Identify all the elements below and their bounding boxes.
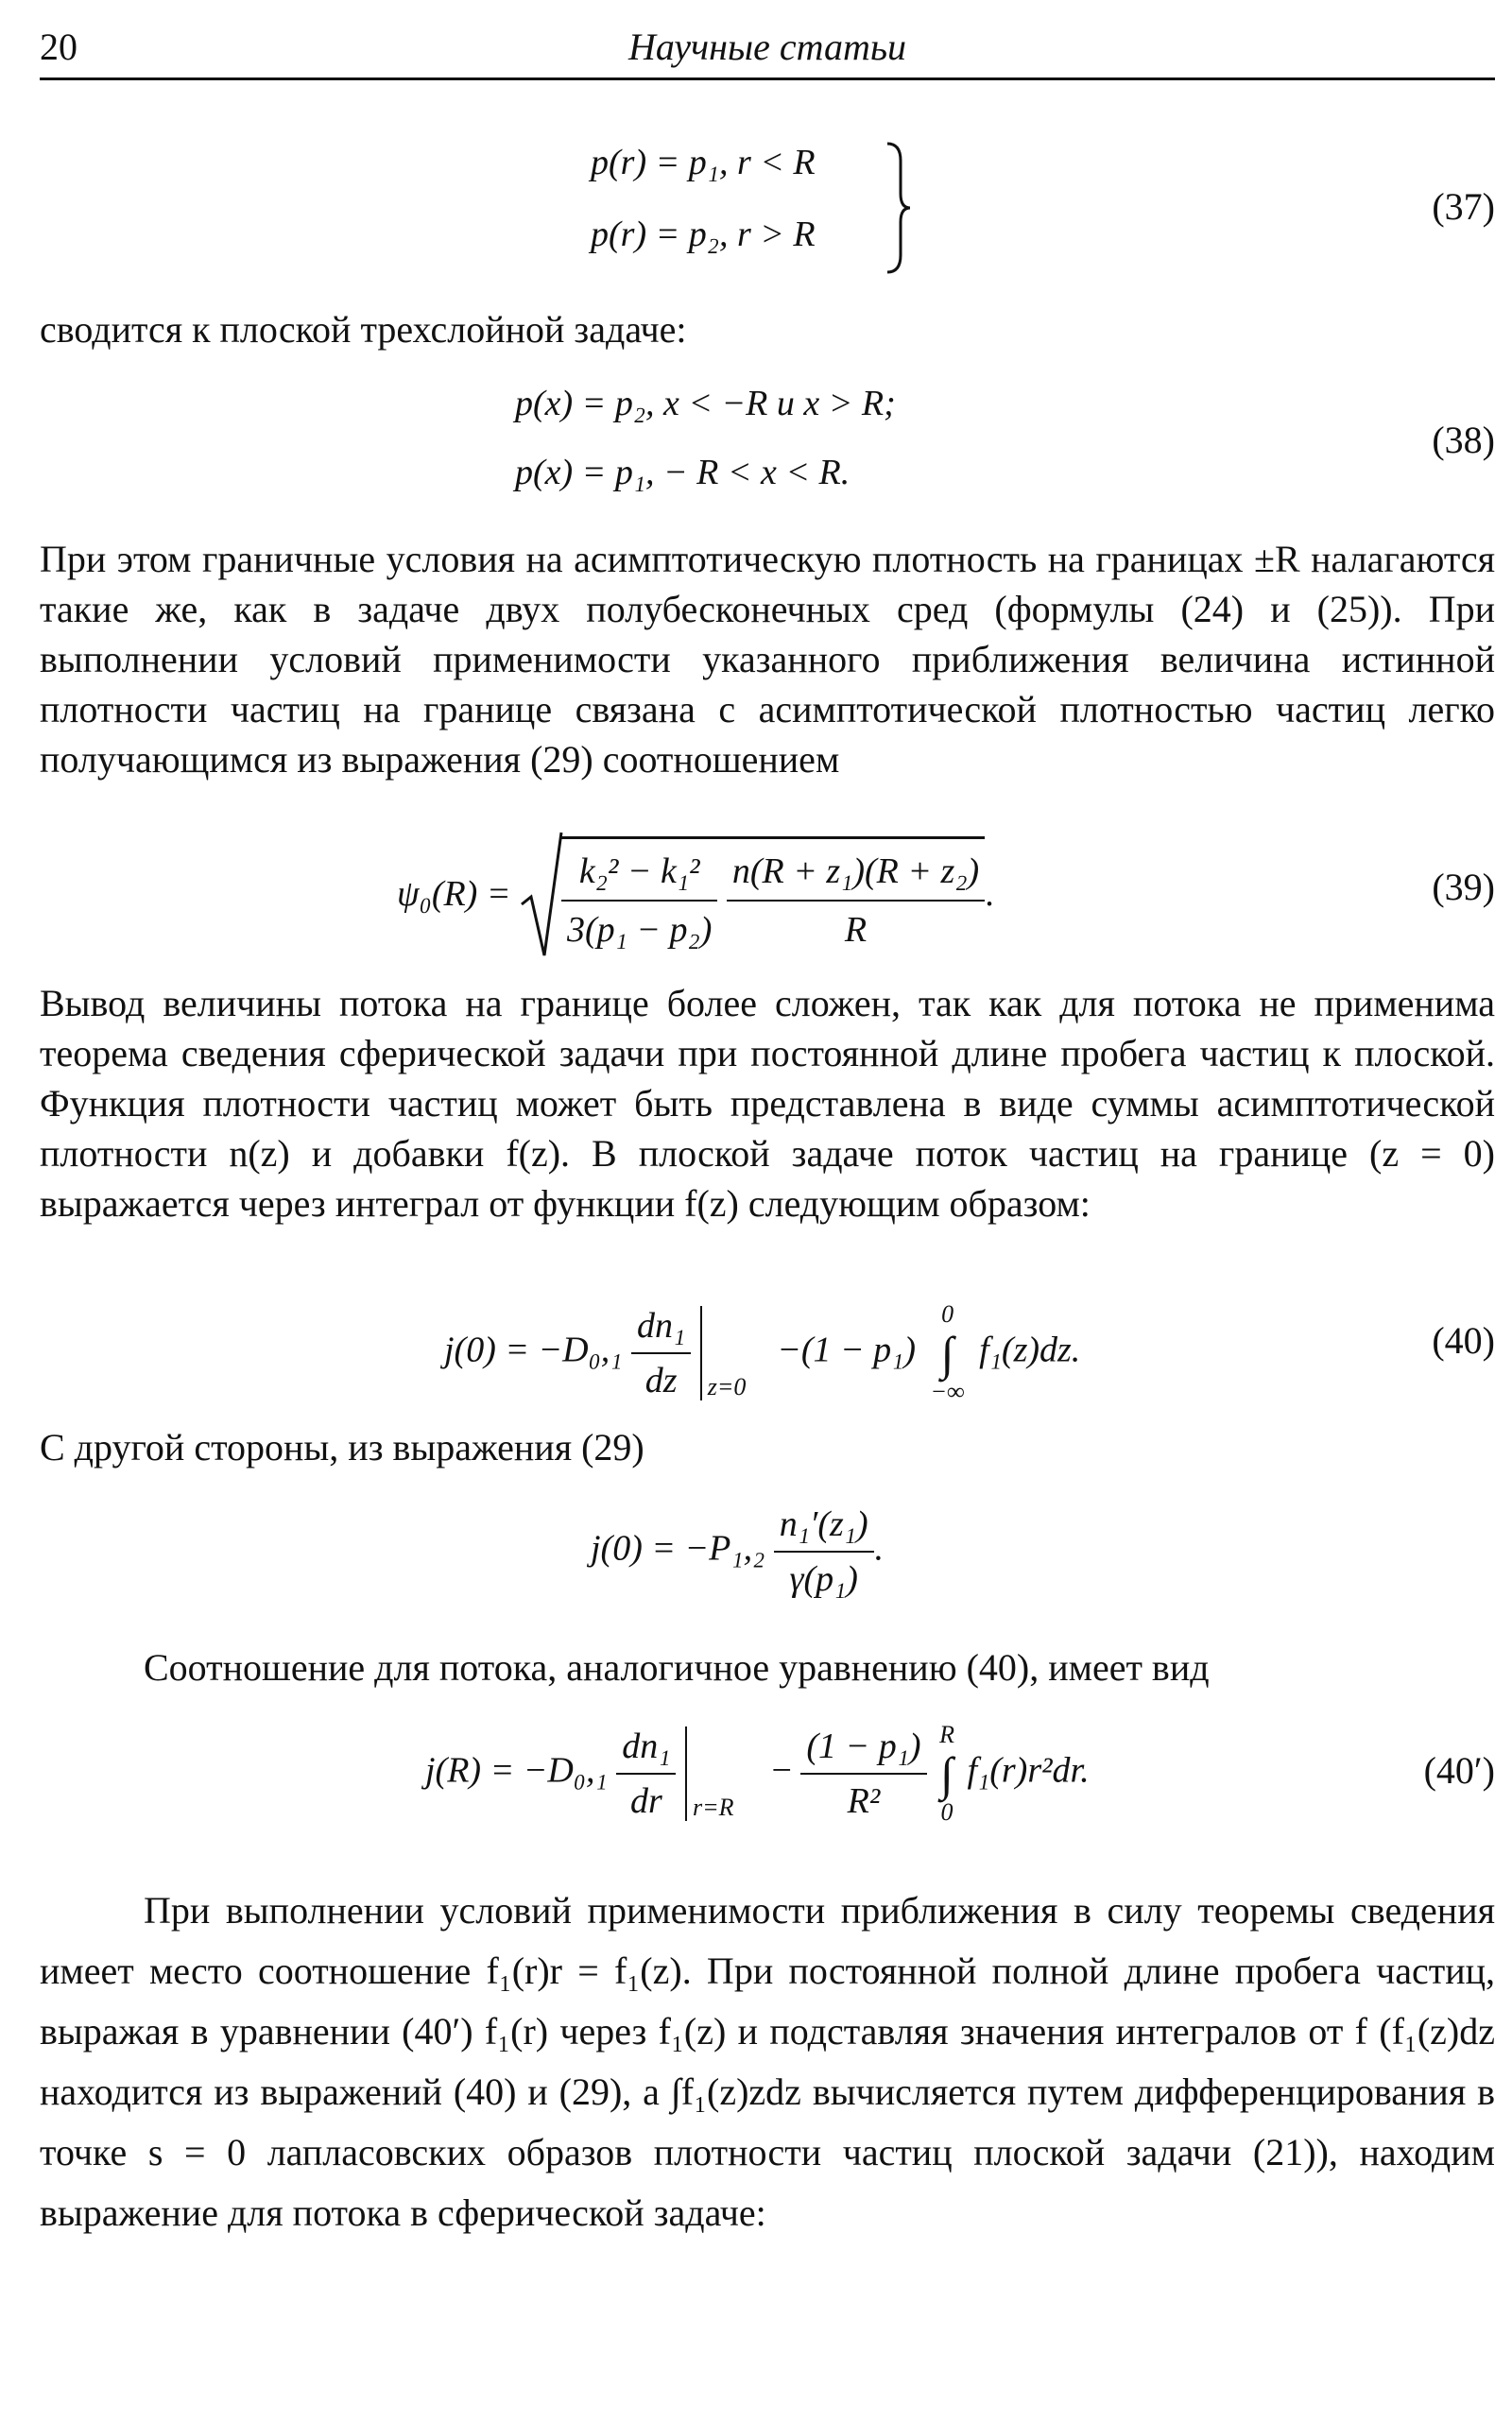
- eq37-brace: [884, 142, 912, 274]
- paragraph-4: С другой стороны, из выражения (29): [40, 1426, 644, 1469]
- eq38-line1: p(x) = p₂, x < −R и x > R;: [515, 384, 896, 423]
- page-number: 20: [40, 26, 77, 68]
- paragraph-6: При выполнении условий применимости приближения в силу теоремы сведения имеет место соотношение f₁(r)r = f₁(z). При постоянной полной длине пробега частиц, выражая в уравнении (40′) f₁(r) через f₁(z) и подставляя значения интегралов от f (f₁(z)dz находится из выражений (40) и (29), а ∫f₁(z)zdz вычисляется путем дифференцирования в точке s = 0 лапласовских образов плотности частиц плоской задачи (21)), находим выражение для потока в сферической задаче:: [40, 1889, 1495, 2234]
- eq38-line2: p(x) = p₁, − R < x < R.: [515, 453, 850, 492]
- paragraph-5: Соотношение для потока, аналогичное уравнению (40), имеет вид: [144, 1646, 1210, 1689]
- eq40-lhs: j(0) = −D₀,₁: [444, 1330, 623, 1370]
- eq-unnumbered-den: γ(p₁): [789, 1559, 858, 1599]
- paragraph-1: сводится к плоской трехслойной задаче:: [40, 308, 687, 351]
- eq40p-num2: (1 − p₁): [800, 1720, 926, 1775]
- eq39-number: (39): [1432, 866, 1495, 908]
- eq39-sqrt: [520, 836, 985, 958]
- eq39-lhs: ψ₀(R) =: [397, 874, 511, 915]
- eq40p-eval: r=R: [692, 1794, 734, 1821]
- eq40-integrand: f₁(z)dz.: [979, 1330, 1081, 1370]
- eq40-int-lower: −∞: [930, 1378, 965, 1405]
- eq40: [444, 1299, 1080, 1407]
- eq40-mid: −(1 − p₁): [777, 1330, 917, 1370]
- paragraph-3: Вывод величины потока на границе более сложен, так как для потока не применима теорема сведения сферической задачи при постоянной длине пробега частиц к плоской. Функция плотности частиц может быть представлена в виде суммы асимптотической плотности n(z) и добавки f(z). В плоской задаче поток частиц на границе (z = 0) выражается через интеграл от функции f(z) следующим образом:: [40, 982, 1495, 1225]
- paragraph-2: При этом граничные условия на асимптотическую плотность на границах ±R налагаются такие же, как в задаче двух полубесконечных сред (формулы (24) и (25)). При выполнении условий применимости указанного приближения величина истинной плотности частиц на границе связана с асимптотической плотностью частиц легко получающимся из выражения (29) соотношением: [40, 538, 1495, 781]
- eq38-number: (38): [1432, 419, 1495, 461]
- integral-icon: ∫: [940, 1327, 954, 1380]
- running-title: Научные статьи: [627, 26, 907, 68]
- eq40-den: dz: [644, 1361, 678, 1400]
- eq37-line2: p(r) = p₂, r > R: [591, 215, 816, 254]
- eq40p-den2: R²: [847, 1781, 881, 1821]
- eq37-number: (37): [1432, 185, 1495, 228]
- page-header: [40, 19, 1495, 80]
- eq40p-number: (40′): [1423, 1749, 1495, 1792]
- eq-unnumbered-num: n₁′(z₁): [774, 1498, 874, 1553]
- eq40p: j(R) = −D₀,₁ $\frac{\text{dn₁}}{dr}$ r=R − $\frac{\text{(1 − p₁)}}{\text{R²}}$ R ∫ 0 f₁(r)r²dr.: [425, 1720, 1090, 1828]
- eq40p-lhs: j(R) = −D₀,₁: [425, 1750, 608, 1791]
- eq-unnumbered-end: .: [873, 1528, 884, 1569]
- eq39-den1: 3(p₁ − p₂): [566, 910, 713, 950]
- eq39-num2: n(R + z₁)(R + z₂): [727, 843, 985, 902]
- eq39-den2: R: [844, 910, 868, 950]
- eq-unnumbered-lhs: j(0) = −P₁,₂: [591, 1528, 765, 1569]
- eq39-num1: k₂² − k₁²: [561, 843, 717, 902]
- eq40p-int-lower: 0: [940, 1798, 954, 1826]
- eq40-number: (40): [1432, 1319, 1495, 1362]
- eq37-line1: p(r) = p₁, r < R: [591, 143, 816, 182]
- integral-icon: ∫: [940, 1747, 954, 1800]
- eq40p-int-upper: R: [939, 1721, 954, 1748]
- eq40p-num: dn₁: [616, 1720, 676, 1775]
- eq-unnumbered: [591, 1498, 883, 1606]
- sqrt-icon: [520, 829, 563, 959]
- eq40-eval: z=0: [707, 1373, 747, 1400]
- eq40p-den: dr: [629, 1781, 662, 1821]
- eq39: ψ₀(R) = $\frac{\text{k₂² − k₁²}}{\text{3(p₁ − p₂)}}$ $\frac{\text{n(R + z₁)(R + z₂)}}{R}$ .: [397, 836, 994, 958]
- eq40-num: dn₁: [631, 1299, 691, 1354]
- eq40-int-upper: 0: [941, 1300, 954, 1328]
- eq40p-integrand: f₁(r)r²dr.: [967, 1750, 1090, 1791]
